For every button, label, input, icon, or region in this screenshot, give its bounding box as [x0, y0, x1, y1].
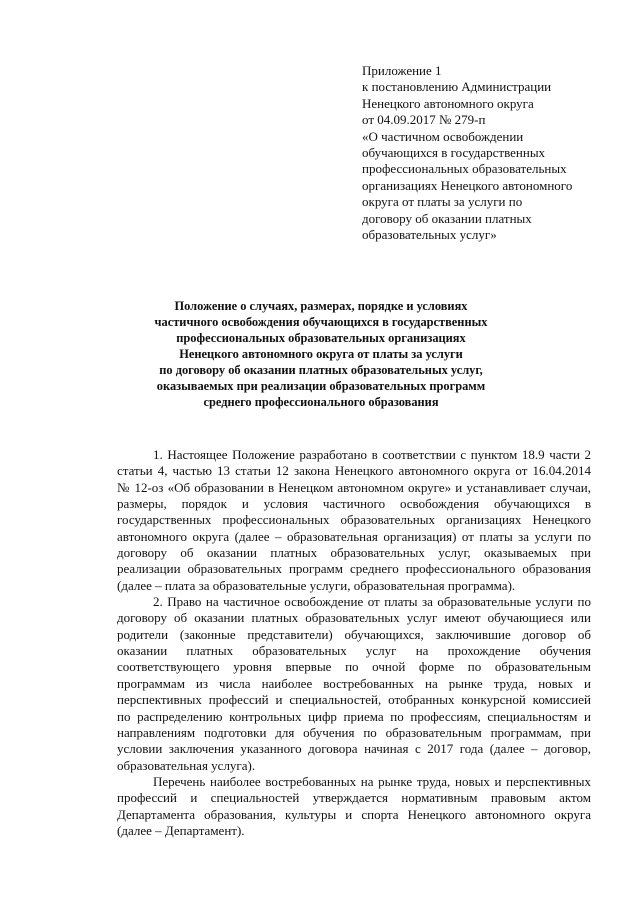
paragraph-2: [117, 594, 591, 774]
paragraph-line: Департамента образования, культуры и спорта Ненецкого автономного округа: [117, 806, 591, 822]
paragraph-3: [117, 774, 591, 839]
appendix-line: округа от платы за услуги по: [362, 194, 523, 210]
paragraph-line: 2. Право на частичное освобождение от платы за образовательные услуги по: [153, 594, 591, 610]
paragraph-line: договору об оказании платных образовательных услуг, оказываемых при: [117, 545, 591, 561]
paragraph-line: по распределению контрольных цифр приема по профессиям, специальностям и: [117, 708, 591, 724]
paragraph-line: перспективных профессий и специальностей, отобранных конкурсной комиссией: [117, 692, 591, 708]
appendix-line: к постановлению Администрации: [362, 79, 552, 95]
appendix-line: образовательных услуг»: [362, 227, 497, 243]
appendix-block: [362, 63, 602, 243]
paragraph-1: [117, 447, 591, 594]
document-body: [117, 447, 591, 839]
paragraph-line: размеры, порядок и условия частичного освобождения обучающихся в: [117, 496, 591, 512]
paragraph-line: № 12-оз «Об образовании в Ненецком автономном округе» и устанавливает случаи,: [117, 479, 591, 495]
paragraph-line: договору об оказании платных образовательных услуг имеют обучающиеся или: [117, 610, 591, 626]
paragraph-line: (далее – плата за образовательные услуги, образовательная программа).: [117, 577, 516, 593]
document-title: [118, 298, 524, 410]
appendix-line: профессиональных образовательных: [362, 161, 567, 177]
title-line: Положение о случаях, размерах, порядке и условиях: [174, 299, 468, 313]
paragraph-line: соответствующего уровня впервые по очной форме по образовательным: [117, 659, 591, 675]
title-line: Ненецкого автономного округа от платы за услуги: [179, 347, 463, 361]
appendix-line: организациях Ненецкого автономного: [362, 177, 573, 193]
paragraph-line: родители (законные представители) обучающихся, заключившие договор об: [117, 626, 591, 642]
title-line: частичного освобождения обучающихся в государственных: [154, 315, 488, 329]
appendix-line: «О частичном освобождении: [362, 128, 524, 144]
paragraph-line: образовательная услуга).: [117, 757, 256, 773]
appendix-line: обучающихся в государственных: [362, 145, 546, 161]
paragraph-line: 1. Настоящее Положение разработано в соответствии с пунктом 18.9 части 2: [153, 447, 591, 462]
paragraph-line: реализации образовательных программ среднего профессионального образования: [117, 561, 591, 577]
paragraph-line: программам из числа наиболее востребованных на рынке труда, новых и: [117, 675, 591, 691]
paragraph-line: статьи 4, частью 13 статьи 12 закона Ненецкого автономного округа от 16.04.2014: [117, 463, 591, 479]
paragraph-line: профессий и специальностей утверждается нормативным правовым актом: [117, 790, 591, 806]
appendix-line: Ненецкого автономного округа: [362, 95, 534, 111]
title-line: среднего профессионального образования: [203, 395, 439, 409]
appendix-line: Приложение 1: [362, 63, 442, 78]
paragraph-line: Перечень наиболее востребованных на рынке труда, новых и перспективных: [153, 773, 591, 789]
paragraph-line: оказании платных образовательных услуг на прохождение обучения: [117, 643, 591, 659]
paragraph-line: автономного округа (далее – образовательная организация) от платы за услуги по: [117, 528, 591, 544]
paragraph-line: условии заключения указанного договора начиная с 2017 года (далее – договор,: [117, 741, 591, 757]
appendix-line: договору об оказании платных: [362, 210, 532, 226]
paragraph-line: направлениям подготовки для обучения по образовательным программам, при: [117, 724, 591, 740]
paragraph-line: (далее – Департамент).: [117, 822, 245, 838]
paragraph-line: государственных профессиональных образовательных организациях Ненецкого: [117, 512, 591, 528]
appendix-line: от 04.09.2017 № 279-п: [362, 112, 486, 128]
title-line: оказываемых при реализации образовательных программ: [156, 379, 486, 393]
title-line: по договору об оказании платных образовательных услуг,: [159, 363, 483, 377]
title-line: профессиональных образовательных организациях: [176, 331, 466, 345]
